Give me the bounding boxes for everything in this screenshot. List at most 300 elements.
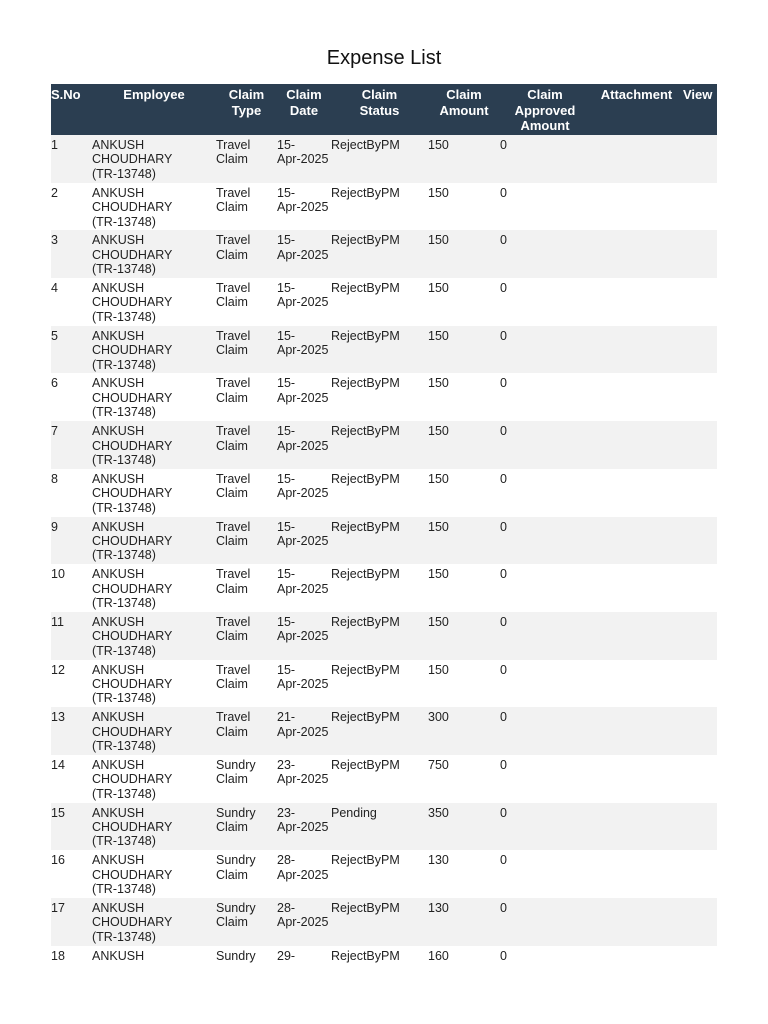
approved-amount-text: 0 (500, 662, 507, 677)
claim-type-line1: Sundry (216, 901, 256, 915)
claim-date-line1: 15- (277, 614, 296, 629)
approved-amount-text: 0 (500, 948, 507, 963)
claim-date-line2: Apr-2025 (277, 867, 329, 882)
status-text: RejectByPM (331, 424, 400, 439)
cell-view (683, 469, 717, 517)
cell-claim-date (277, 183, 331, 231)
cell-claim-date (277, 517, 331, 565)
cell-employee (92, 373, 216, 421)
cell-claim-type (216, 660, 277, 708)
amount-text: 150 (428, 233, 449, 248)
table-body (51, 135, 717, 993)
cell-view (683, 946, 717, 994)
table-row (51, 946, 717, 994)
cell-view (683, 898, 717, 946)
header-claim-amount: Claim Amount (439, 87, 489, 118)
claim-type-line1: Travel (216, 376, 251, 391)
employee-id: (TR-13748) (92, 405, 156, 420)
claim-date-line2: Apr-2025 (277, 152, 329, 167)
claim-type-line1: Travel (216, 424, 251, 439)
cell-claim-status (331, 612, 428, 660)
employee-first-name: ANKUSH (92, 567, 145, 582)
claim-date-line2: Apr-2025 (277, 724, 329, 739)
cell-view (683, 421, 717, 469)
expense-table-container (51, 84, 717, 1024)
cell-claim-status (331, 564, 428, 612)
cell-claim-date (277, 326, 331, 374)
cell-approved-amount (500, 707, 590, 755)
cell-sno (51, 326, 92, 374)
cell-claim-amount (428, 755, 500, 803)
cell-attachment (590, 946, 683, 994)
approved-amount-text: 0 (500, 805, 507, 820)
cell-claim-status (331, 755, 428, 803)
amount-text: 350 (428, 805, 449, 820)
cell-claim-date (277, 421, 331, 469)
cell-claim-type (216, 278, 277, 326)
table-row (51, 326, 717, 374)
amount-text: 150 (428, 328, 449, 343)
cell-claim-date (277, 230, 331, 278)
cell-claim-type (216, 564, 277, 612)
claim-date-line1: 15- (277, 376, 296, 391)
claim-type-line1: Sundry (216, 853, 256, 868)
cell-employee (92, 230, 216, 278)
sno-text: 8 (51, 471, 58, 486)
cell-claim-date (277, 278, 331, 326)
cell-claim-type (216, 469, 277, 517)
cell-claim-amount (428, 564, 500, 612)
approved-amount-text: 0 (500, 185, 507, 200)
cell-claim-type (216, 850, 277, 898)
sno-text: 1 (51, 138, 58, 152)
cell-claim-amount (428, 230, 500, 278)
claim-date-line1: 15- (277, 185, 296, 200)
employee-last-name: CHOUDHARY (92, 533, 173, 548)
sno-text: 13 (51, 710, 65, 725)
claim-type-line2: Claim (216, 152, 248, 167)
cell-claim-type (216, 946, 277, 994)
amount-text: 150 (428, 185, 449, 200)
header-claim-date: Claim Date (286, 87, 322, 118)
cell-claim-amount (428, 660, 500, 708)
cell-view (683, 660, 717, 708)
cell-view (683, 564, 717, 612)
cell-claim-type (216, 421, 277, 469)
approved-amount-text: 0 (500, 901, 507, 915)
cell-employee (92, 946, 216, 994)
status-text: RejectByPM (331, 519, 400, 534)
employee-last-name: CHOUDHARY (92, 247, 173, 262)
employee-id: (TR-13748) (92, 262, 156, 277)
approved-amount-text: 0 (500, 519, 507, 534)
claim-type-line2: Claim (216, 200, 248, 215)
cell-claim-type (216, 373, 277, 421)
status-text: RejectByPM (331, 901, 400, 915)
claim-type-line1: Travel (216, 138, 251, 152)
cell-view (683, 135, 717, 183)
amount-text: 150 (428, 567, 449, 582)
employee-last-name: CHOUDHARY (92, 152, 173, 167)
claim-type-line1: Travel (216, 233, 251, 248)
claim-date-line2: Apr-2025 (277, 295, 329, 310)
cell-claim-amount (428, 373, 500, 421)
status-text: RejectByPM (331, 710, 400, 725)
employee-first-name: ANKUSH (92, 948, 145, 963)
table-row (51, 707, 717, 755)
sno-text: 18 (51, 948, 65, 963)
cell-claim-status (331, 517, 428, 565)
cell-claim-amount (428, 326, 500, 374)
cell-attachment (590, 326, 683, 374)
amount-text: 150 (428, 424, 449, 439)
sno-text: 17 (51, 901, 65, 915)
status-text: RejectByPM (331, 948, 400, 963)
cell-claim-status (331, 373, 428, 421)
sno-text: 9 (51, 519, 58, 534)
claim-date-line2: Apr-2025 (277, 200, 329, 215)
cell-sno (51, 517, 92, 565)
cell-view (683, 230, 717, 278)
claim-type-line1: Travel (216, 710, 251, 725)
cell-claim-amount (428, 135, 500, 183)
claim-type-line1: Travel (216, 471, 251, 486)
cell-approved-amount (500, 564, 590, 612)
cell-sno (51, 183, 92, 231)
employee-first-name: ANKUSH (92, 376, 145, 391)
employee-first-name: ANKUSH (92, 901, 145, 915)
table-header-row (51, 84, 717, 135)
cell-claim-type (216, 230, 277, 278)
status-text: RejectByPM (331, 757, 400, 772)
approved-amount-text: 0 (500, 757, 507, 772)
claim-date-line1: 15- (277, 328, 296, 343)
cell-attachment (590, 421, 683, 469)
claim-type-line2: Claim (216, 390, 248, 405)
cell-claim-status (331, 278, 428, 326)
amount-text: 130 (428, 901, 449, 915)
employee-id: (TR-13748) (92, 929, 156, 944)
employee-id: (TR-13748) (92, 500, 156, 515)
employee-first-name: ANKUSH (92, 471, 145, 486)
header-attachment: Attachment (600, 87, 673, 102)
amount-text: 150 (428, 281, 449, 296)
employee-id: (TR-13748) (92, 596, 156, 610)
table-row (51, 469, 717, 517)
employee-first-name: ANKUSH (92, 853, 145, 868)
employee-last-name: CHOUDHARY (92, 867, 173, 882)
table-row (51, 850, 717, 898)
approved-amount-text: 0 (500, 614, 507, 629)
cell-claim-status (331, 946, 428, 994)
header-employee: Employee (123, 87, 185, 102)
cell-claim-type (216, 898, 277, 946)
employee-first-name: ANKUSH (92, 185, 145, 200)
cell-claim-amount (428, 803, 500, 851)
cell-attachment (590, 803, 683, 851)
claim-date-line2: Apr-2025 (277, 438, 329, 453)
cell-employee (92, 183, 216, 231)
cell-approved-amount (500, 421, 590, 469)
employee-id: (TR-13748) (92, 548, 156, 563)
sno-text: 10 (51, 567, 65, 582)
employee-first-name: ANKUSH (92, 710, 145, 725)
cell-claim-type (216, 612, 277, 660)
cell-approved-amount (500, 278, 590, 326)
claim-type-line2: Claim (216, 820, 248, 835)
claim-date-line2: Apr-2025 (277, 390, 329, 405)
page-title: Expense List (326, 47, 442, 69)
cell-sno (51, 946, 92, 994)
cell-attachment (590, 612, 683, 660)
claim-date-line1: 28- (277, 901, 296, 915)
cell-claim-amount (428, 517, 500, 565)
claim-date-line1: 23- (277, 805, 296, 820)
cell-sno (51, 660, 92, 708)
cell-attachment (590, 230, 683, 278)
cell-claim-date (277, 946, 331, 994)
cell-claim-amount (428, 469, 500, 517)
header-sno: S.No (51, 87, 81, 102)
cell-sno (51, 230, 92, 278)
cell-claim-amount (428, 946, 500, 994)
status-text: RejectByPM (331, 662, 400, 677)
sno-text: 15 (51, 805, 65, 820)
cell-claim-amount (428, 707, 500, 755)
claim-date-line2: Apr-2025 (277, 629, 329, 644)
employee-id: (TR-13748) (92, 309, 156, 324)
cell-claim-status (331, 707, 428, 755)
table-row (51, 421, 717, 469)
sno-text: 7 (51, 424, 58, 439)
cell-employee (92, 660, 216, 708)
employee-first-name: ANKUSH (92, 328, 145, 343)
cell-attachment (590, 278, 683, 326)
table-row (51, 898, 717, 946)
cell-claim-type (216, 517, 277, 565)
amount-text: 150 (428, 471, 449, 486)
cell-claim-date (277, 564, 331, 612)
cell-view (683, 850, 717, 898)
approved-amount-text: 0 (500, 233, 507, 248)
cell-approved-amount (500, 230, 590, 278)
claim-type-line2: Claim (216, 629, 248, 644)
employee-first-name: ANKUSH (92, 757, 145, 772)
employee-first-name: ANKUSH (92, 662, 145, 677)
cell-employee (92, 803, 216, 851)
cell-attachment (590, 707, 683, 755)
cell-claim-type (216, 183, 277, 231)
cell-view (683, 373, 717, 421)
cell-claim-date (277, 707, 331, 755)
sno-text: 3 (51, 233, 58, 248)
cell-employee (92, 755, 216, 803)
cell-employee (92, 707, 216, 755)
employee-first-name: ANKUSH (92, 281, 145, 296)
employee-first-name: ANKUSH (92, 424, 145, 439)
cell-sno (51, 373, 92, 421)
status-text: RejectByPM (331, 328, 400, 343)
employee-id: (TR-13748) (92, 357, 156, 372)
approved-amount-text: 0 (500, 424, 507, 439)
claim-date-line2: Apr-2025 (277, 343, 329, 358)
claim-type-line1: Sundry (216, 805, 256, 820)
status-text: RejectByPM (331, 233, 400, 248)
employee-last-name: CHOUDHARY (92, 629, 173, 644)
employee-last-name: CHOUDHARY (92, 486, 173, 501)
cell-claim-type (216, 755, 277, 803)
status-text: Pending (331, 805, 377, 820)
cell-claim-date (277, 469, 331, 517)
cell-view (683, 612, 717, 660)
claim-date-line2: Apr-2025 (277, 581, 329, 596)
cell-claim-type (216, 326, 277, 374)
sno-text: 11 (51, 614, 64, 629)
employee-id: (TR-13748) (92, 166, 156, 181)
header-view: View (683, 87, 713, 102)
employee-id: (TR-13748) (92, 643, 156, 658)
claim-date-line1: 15- (277, 281, 296, 296)
claim-date-line2: Apr-2025 (277, 533, 329, 548)
cell-approved-amount (500, 517, 590, 565)
sno-text: 16 (51, 853, 65, 868)
employee-first-name: ANKUSH (92, 614, 145, 629)
cell-claim-status (331, 850, 428, 898)
sno-text: 4 (51, 281, 58, 296)
employee-id: (TR-13748) (92, 739, 156, 754)
approved-amount-text: 0 (500, 376, 507, 391)
cell-sno (51, 755, 92, 803)
cell-claim-status (331, 183, 428, 231)
claim-date-line1: 15- (277, 471, 296, 486)
cell-approved-amount (500, 612, 590, 660)
cell-claim-date (277, 135, 331, 183)
cell-employee (92, 278, 216, 326)
claim-type-line1: Travel (216, 662, 251, 677)
cell-claim-status (331, 660, 428, 708)
cell-claim-status (331, 326, 428, 374)
claim-date-line2: Apr-2025 (277, 820, 329, 835)
cell-attachment (590, 850, 683, 898)
table-row (51, 278, 717, 326)
status-text: RejectByPM (331, 281, 400, 296)
amount-text: 300 (428, 710, 449, 725)
table-row (51, 517, 717, 565)
table-row (51, 135, 717, 183)
table-row (51, 564, 717, 612)
employee-last-name: CHOUDHARY (92, 390, 173, 405)
cell-attachment (590, 373, 683, 421)
approved-amount-text: 0 (500, 471, 507, 486)
sno-text: 6 (51, 376, 58, 391)
cell-view (683, 517, 717, 565)
employee-last-name: CHOUDHARY (92, 581, 173, 596)
claim-date-line1: 15- (277, 233, 296, 248)
claim-type-line2: Claim (216, 343, 248, 358)
claim-type-line1: Travel (216, 328, 251, 343)
employee-last-name: CHOUDHARY (92, 676, 173, 691)
claim-date-line1: 21- (277, 710, 296, 725)
header-claim-type: Claim Type (228, 87, 265, 118)
cell-claim-status (331, 898, 428, 946)
claim-date-line1: 15- (277, 138, 296, 152)
claim-type-line2: Claim (216, 247, 248, 262)
cell-sno (51, 850, 92, 898)
claim-date-line2: Apr-2025 (277, 772, 329, 787)
cell-sno (51, 421, 92, 469)
cell-employee (92, 564, 216, 612)
cell-claim-date (277, 660, 331, 708)
sno-text: 5 (51, 328, 58, 343)
claim-type-line2: Claim (216, 295, 248, 310)
cell-claim-status (331, 230, 428, 278)
sno-text: 12 (51, 662, 65, 677)
cell-claim-status (331, 135, 428, 183)
cell-sno (51, 898, 92, 946)
cell-claim-amount (428, 850, 500, 898)
claim-type-line1: Travel (216, 567, 251, 582)
claim-date-line1: 15- (277, 424, 296, 439)
cell-claim-status (331, 421, 428, 469)
header-claim-approved-amount: Claim Approved Amount (514, 87, 576, 133)
table-row (51, 755, 717, 803)
employee-first-name: ANKUSH (92, 519, 145, 534)
approved-amount-text: 0 (500, 853, 507, 868)
claim-date-line2: Apr-2025 (277, 247, 329, 262)
cell-approved-amount (500, 898, 590, 946)
claim-date-line1: 29- (277, 948, 296, 963)
claim-date-line2: Apr-2025 (277, 676, 329, 691)
employee-id: (TR-13748) (92, 452, 156, 467)
cell-attachment (590, 660, 683, 708)
cell-approved-amount (500, 755, 590, 803)
cell-sno (51, 278, 92, 326)
cell-sno (51, 469, 92, 517)
cell-approved-amount (500, 135, 590, 183)
cell-attachment (590, 469, 683, 517)
cell-approved-amount (500, 373, 590, 421)
approved-amount-text: 0 (500, 281, 507, 296)
cell-claim-type (216, 707, 277, 755)
employee-last-name: CHOUDHARY (92, 724, 173, 739)
cell-attachment (590, 135, 683, 183)
employee-first-name: ANKUSH (92, 805, 145, 820)
cell-employee (92, 612, 216, 660)
cell-employee (92, 421, 216, 469)
claim-date-line1: 15- (277, 519, 296, 534)
employee-first-name: ANKUSH (92, 233, 145, 248)
cell-claim-amount (428, 278, 500, 326)
cell-employee (92, 517, 216, 565)
amount-text: 150 (428, 519, 449, 534)
amount-text: 150 (428, 662, 449, 677)
table-row (51, 803, 717, 851)
cell-approved-amount (500, 469, 590, 517)
amount-text: 130 (428, 853, 449, 868)
claim-type-line1: Travel (216, 185, 251, 200)
claim-type-line1: Travel (216, 281, 251, 296)
amount-text: 750 (428, 757, 449, 772)
cell-approved-amount (500, 803, 590, 851)
cell-claim-date (277, 373, 331, 421)
cell-sno (51, 135, 92, 183)
status-text: RejectByPM (331, 853, 400, 868)
cell-employee (92, 898, 216, 946)
status-text: RejectByPM (331, 614, 400, 629)
cell-claim-date (277, 850, 331, 898)
cell-claim-date (277, 898, 331, 946)
cell-view (683, 183, 717, 231)
